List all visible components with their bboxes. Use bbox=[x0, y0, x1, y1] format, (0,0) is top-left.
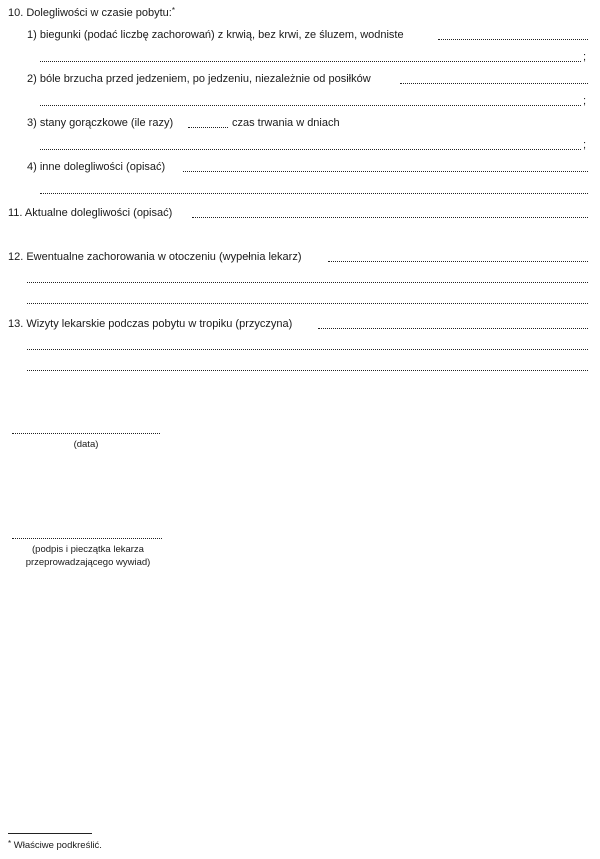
item-3-end: ; bbox=[583, 139, 587, 151]
footnote-rule bbox=[8, 833, 92, 834]
item-1-label: 1) biegunki (podać liczbę zachorowań) z krwią, bez krwi, ze śluzem, wodniste bbox=[27, 29, 404, 41]
item-1-field[interactable] bbox=[438, 38, 588, 40]
item-4-label: 4) inne dolegliwości (opisać) bbox=[27, 161, 166, 173]
section-12-field-line-3[interactable] bbox=[27, 302, 588, 304]
item-2-field[interactable] bbox=[400, 82, 588, 84]
section-13-field-line-3[interactable] bbox=[27, 369, 588, 371]
item-4-field[interactable] bbox=[183, 170, 588, 172]
section-12-title: 12. Ewentualne zachorowania w otoczeniu (wypełnia lekarz) bbox=[8, 251, 302, 263]
item-3-label-a: 3) stany gorączkowe (ile razy) bbox=[27, 117, 174, 129]
section-10-title-text: 10. Dolegliwości w czasie pobytu: bbox=[8, 7, 172, 19]
fever-count-field[interactable] bbox=[188, 126, 228, 128]
section-13-title: 13. Wizyty lekarskie podczas pobytu w tropiku (przyczyna) bbox=[8, 318, 293, 330]
signature-caption-line-2: przeprowadzającego wywiad) bbox=[25, 557, 151, 568]
signature-caption-line-1: (podpis i pieczątka lekarza bbox=[32, 544, 144, 555]
item-1-field-line-2[interactable] bbox=[40, 60, 581, 62]
date-caption: (data) bbox=[73, 439, 99, 450]
footnote bbox=[8, 839, 102, 853]
footnote-marker: * bbox=[171, 6, 175, 15]
item-2-end: ; bbox=[583, 95, 587, 107]
section-10-title bbox=[8, 6, 175, 20]
footnote-text: Właściwe podkreślić. bbox=[13, 840, 102, 851]
footnote-marker-bottom: * bbox=[8, 839, 12, 848]
section-11-field[interactable] bbox=[192, 216, 588, 218]
section-13-field-line-2[interactable] bbox=[27, 348, 588, 350]
section-12-field-line-2[interactable] bbox=[27, 281, 588, 283]
item-2-label: 2) bóle brzucha przed jedzeniem, po jedzeniu, niezależnie od posiłków bbox=[27, 73, 371, 85]
item-1-end: ; bbox=[583, 51, 587, 63]
item-2-field-line-2[interactable] bbox=[40, 104, 581, 106]
date-field[interactable] bbox=[12, 432, 160, 434]
item-3-field-line-2[interactable] bbox=[40, 148, 581, 150]
section-11-title: 11. Aktualne dolegliwości (opisać) bbox=[8, 207, 173, 219]
signature-field[interactable] bbox=[12, 537, 162, 539]
section-12-field[interactable] bbox=[328, 260, 588, 262]
item-3-label-b: czas trwania w dniach bbox=[232, 117, 340, 129]
section-13-field[interactable] bbox=[318, 327, 588, 329]
item-4-field-line-2[interactable] bbox=[40, 192, 588, 194]
